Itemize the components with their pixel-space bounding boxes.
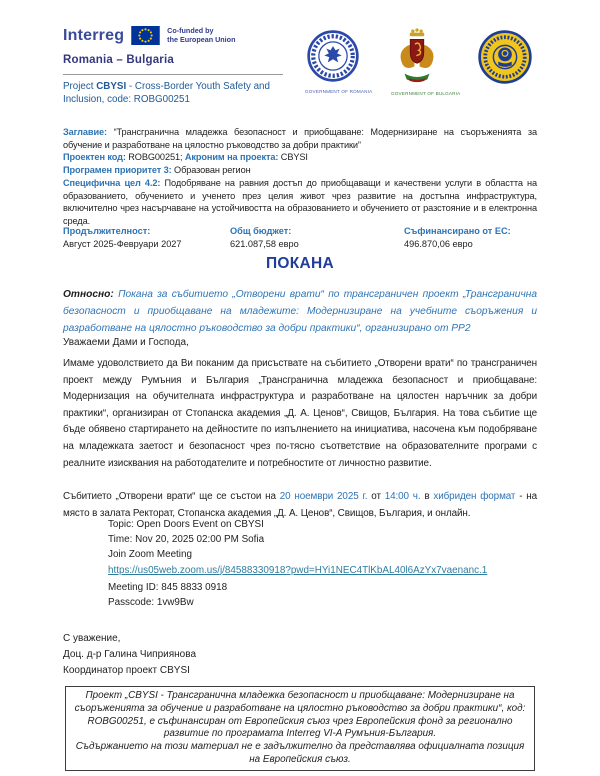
info-priority-line: Програмен приоритет 3: Образован регион <box>63 165 251 176</box>
footer-disclaimer-2: Съдържанието на този материал не е задължително да представлява официалната позиция на Европейския съюз. <box>75 741 525 765</box>
interreg-wordmark: Interreg <box>63 26 125 44</box>
eu-flag-icon <box>131 26 160 45</box>
fact-budget: Общ бюджет: 621.087,58 евро <box>230 226 299 249</box>
academy-seal <box>477 30 533 89</box>
programme-label: Romania – Bulgaria <box>63 54 174 66</box>
divider-line <box>63 74 283 75</box>
fact-eu-cofinancing: Съфинансирано от ЕС: 496.870,06 евро <box>404 226 511 249</box>
re-label: Относно: <box>63 289 114 300</box>
project-acronym: CBYSI <box>96 81 127 92</box>
zoom-details <box>108 517 538 578</box>
fact-duration: Продължителност: Август 2025-Февруари 2027 <box>63 226 182 249</box>
zoom-topic: Topic: Open Doors Event on CBYSI <box>108 519 264 530</box>
romania-seal-caption: GOVERNMENT OF ROMANIA <box>305 89 373 94</box>
header <box>0 26 600 124</box>
info-objective-line: Специфична цел 4.2: Подобряване на равния достъп до приобщаващи и качествени услуги в областта на образованието, обучението и ученето през целия живот чрез развитие на достъпна инфраструктура, включително чрез насърчаване на устойчивостта на образованието и обучението от разстояние и в електронна среда. <box>63 177 537 226</box>
zoom-passcode: Passcode: 1vw9Bw <box>108 597 194 609</box>
bulgaria-seal-caption: GOVERNMENT OF BULGARIA <box>391 91 461 96</box>
romania-seal-icon <box>307 30 359 82</box>
cofunded-label: Co-funded by the European Union <box>167 25 236 44</box>
info-code-line: Проектен код: ROBG00251; Акроним на проекта: CBYSI <box>63 152 308 163</box>
zoom-credentials <box>108 580 538 610</box>
signature-role: Координатор проект CBYSI <box>63 665 190 677</box>
bulgaria-coat-of-arms-icon <box>393 28 441 84</box>
zoom-meeting-id: Meeting ID: 845 8833 0918 <box>108 582 228 593</box>
zoom-time: Time: Nov 20, 2025 02:00 PM Sofia <box>108 534 265 546</box>
academy-seal-icon <box>478 30 532 84</box>
re-paragraph: Относно: Покана за събитието „Отворени врати“ по трансграничен проект „Трансгранична безопасност и приобщаване на младежите: Модернизиране на учебните съоръжения и разработване на цялостно ръководство за добри практики“, организирано от РР2 <box>63 289 537 334</box>
footer-disclaimer-1: Проект „CBYSI - Трансгранична младежка безопасност и приобщаване: Модернизиране на съоръженията за обучение и разработване на цялостно ръководство за добри практики“, код: ROBG00251, е съфинансиран от Европейския съюз чрез Европейския фонд за регионално развитие по програмата Interreg VI-A Румъния-България. <box>74 690 526 740</box>
body-paragraph: Имаме удоволствието да Ви поканим да присъствате на събитието „Отворени врати“ по трансграничен проект между Румъния и България „Трансгранична младежка безопасност и приобщаване: Модернизация на обучителната инфраструктура и разработване на цялостен наръчник за добри практики“, организиран от Стопанска академия „Д. А. Ценов“, Свищов, България. На това събитие ще бъде обявено стартирането на дейностите по изпълнението на инициатива, насочена към подобряване на младежката заетост и безопасност чрез по-тясно съответствие на образователните програми с реалните изисквания на работодателите и потребностите от личностно развитие. <box>63 358 537 469</box>
interreg-logo-block <box>63 26 305 106</box>
project-subtitle: Project CBYSI - Cross-Border Youth Safety and Inclusion, code: ROBG00251 <box>63 81 270 105</box>
signature-closing: С уважение, <box>63 633 121 644</box>
project-info <box>63 126 537 228</box>
footer-disclaimer-box <box>65 686 535 771</box>
signature-block <box>63 631 537 680</box>
romania-government-seal <box>305 30 373 94</box>
facts-row <box>63 225 537 250</box>
event-date: 20 ноември 2025 г. <box>279 491 368 502</box>
zoom-join-label: Join Zoom Meeting <box>108 549 192 561</box>
invitation-title: ПОКАНА <box>265 255 335 272</box>
signature-name: Доц. д-р Галина Чиприянова <box>63 649 197 661</box>
event-paragraph: Събитието „Отворени врати“ ще се състои на 20 ноември 2025 г. от 14:00 ч. в хибриден формат - на място в залата Ректорат, Стопанска академия „Д. А. Ценов“, Свищов, България, и онлайн. <box>63 491 538 519</box>
bulgaria-government-seal <box>391 28 461 96</box>
event-format: хибриден формат <box>433 491 516 502</box>
salutation: Уважаеми Дами и Господа, <box>63 337 189 348</box>
zoom-meeting-link[interactable]: https://us05web.zoom.us/j/84588330918?pwd=HYi1NEC4TlKbAL40l6AzYx7vaenanc.1 <box>108 564 488 576</box>
event-time: 14:00 ч. <box>384 491 421 502</box>
info-title-line: Заглавие: “Трансгранична младежка безопасност и приобщаване: Модернизиране на съоръженията за обучение и разработване на цялостно ръководство за добри практики” <box>63 127 537 150</box>
